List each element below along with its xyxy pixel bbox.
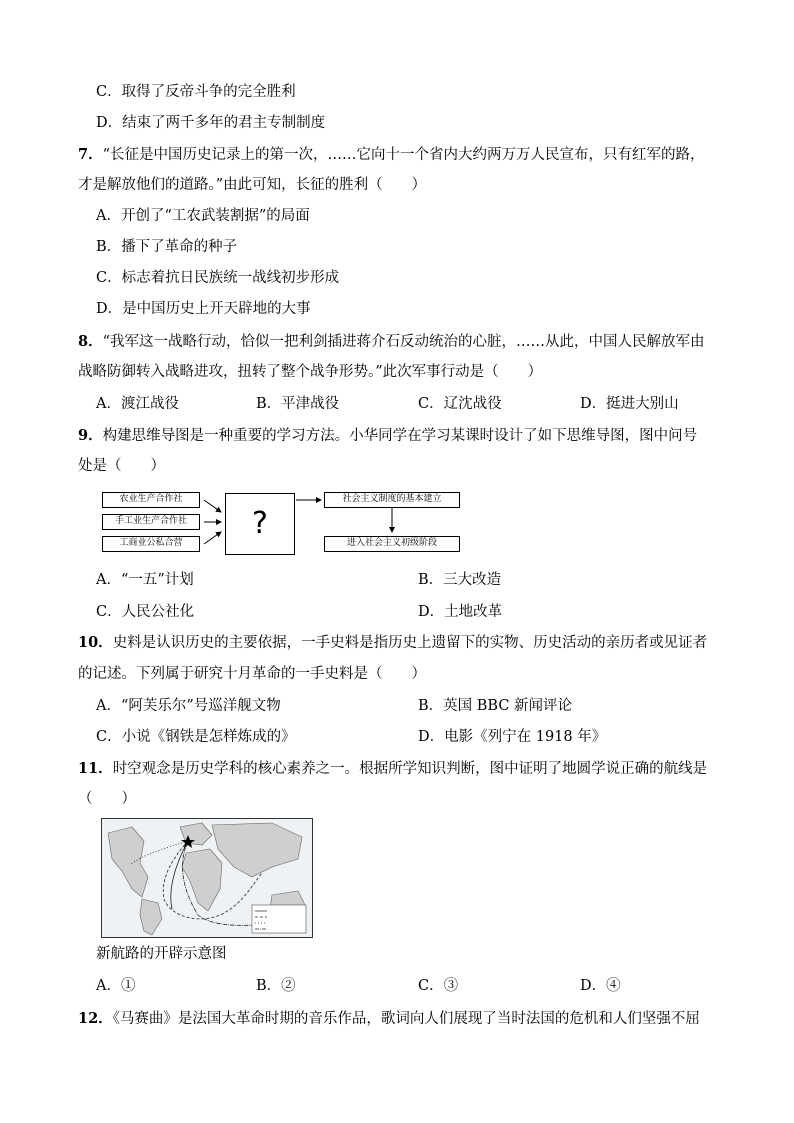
q10-option-b: B．英国 BBC 新闻评论 <box>418 698 573 714</box>
new-routes-map-image <box>101 818 313 938</box>
q11-option-b: B．② <box>256 978 296 994</box>
q7-option-a: A．开创了“工农武装割据”的局面 <box>96 208 310 224</box>
q7-number: 7． <box>78 146 103 163</box>
q11-stem-line1 <box>78 759 707 779</box>
mind-map-box-agriculture: 农业生产合作社 <box>102 492 200 508</box>
mind-map-box-handicraft: 手工业生产合作社 <box>102 514 200 530</box>
mind-map-question-box: ? <box>225 493 295 555</box>
q7-option-c: C．标志着抗日民族统一战线初步形成 <box>96 270 340 286</box>
q11-option-c: C．③ <box>418 978 459 994</box>
q9-stem-text1: 构建思维导图是一种重要的学习方法。小华同学在学习某课时设计了如下思维导图，图中问号 <box>102 428 698 444</box>
q8-number: 8． <box>78 333 103 350</box>
q11-stem-line2: （ ） <box>78 791 136 807</box>
q12-stem-text1: 《马赛曲》是法国大革命时期的音乐作品，歌词向人们展现了当时法国的危机和人们坚强不屈 <box>112 1011 700 1027</box>
q6-option-d: D．结束了两千多年的君主专制制度 <box>96 115 326 131</box>
q10-stem-line1 <box>78 633 707 653</box>
q9-option-a: A．“一五”计划 <box>96 572 194 588</box>
q8-stem-text1: “我军这一战略行动，恰似一把利剑插进蒋介石反动统治的心脏，……从此，中国人民解放军由 <box>102 334 705 350</box>
arrow-commerce <box>204 532 221 544</box>
q12-stem-line1 <box>78 1009 700 1029</box>
map-illustration <box>102 819 312 937</box>
q9-option-b: B．三大改造 <box>418 572 502 588</box>
q8-option-a: A．渡江战役 <box>96 396 179 412</box>
arrow-agriculture <box>204 500 221 512</box>
q8-option-d: D．挺进大别山 <box>580 396 679 412</box>
q8-option-c: C．辽沈战役 <box>418 396 502 412</box>
mind-map-box-primary-stage: 进入社会主义初级阶段 <box>324 536 460 552</box>
q11-option-a: A．① <box>96 978 136 994</box>
q11-stem-text1: 时空观念是历史学科的核心素养之一。根据所学知识判断，图中证明了地圆学说正确的航线是 <box>112 761 708 777</box>
q9-option-c: C．人民公社化 <box>96 604 195 620</box>
q7-option-d: D．是中国历史上开天辟地的大事 <box>96 301 311 317</box>
q10-option-d: D．电影《列宁在 1918 年》 <box>418 729 607 745</box>
q10-number: 10． <box>78 634 113 651</box>
q9-stem-line2: 处是（ ） <box>78 458 165 474</box>
mind-map-diagram <box>96 486 466 556</box>
mind-map-arrows <box>96 486 466 556</box>
q10-option-a: A．“阿芙乐尔”号巡洋舰文物 <box>96 698 281 714</box>
q8-stem-line2: 战略防御转入战略进攻，扭转了整个战争形势。”此次军事行动是（ ） <box>78 364 543 380</box>
q7-stem-line2: 才是解放他们的道路。”由此可知，长征的胜利（ ） <box>78 177 427 193</box>
q9-option-d: D．土地改革 <box>418 604 503 620</box>
q9-number: 9． <box>78 427 103 444</box>
q10-option-c: C．小说《钢铁是怎样炼成的》 <box>96 729 296 745</box>
q11-number: 11． <box>78 760 113 777</box>
q12-number: 12． <box>78 1010 113 1027</box>
mind-map-box-socialist-system: 社会主义制度的基本建立 <box>324 492 460 508</box>
q10-stem-line2: 的记述。下列属于研究十月革命的一手史料是（ ） <box>78 666 426 682</box>
q10-stem-text1: 史料是认识历史的主要依据，一手史料是指历史上遗留下的实物、历史活动的亲历者或见证者 <box>112 635 708 651</box>
q11-option-d: D．④ <box>580 978 621 994</box>
q7-stem-text1: “长征是中国历史记录上的第一次，……它向十一个省内大约两万万人民宣布，只有红军的路， <box>102 147 705 163</box>
q8-option-b: B．平津战役 <box>256 396 340 412</box>
map-caption: 新航路的开辟示意图 <box>96 946 227 962</box>
q9-stem-line1 <box>78 426 697 446</box>
mind-map-box-commerce: 工商业公私合营 <box>102 536 200 552</box>
q8-stem-line1 <box>78 332 705 352</box>
q7-stem-line1 <box>78 145 705 165</box>
q7-option-b: B．播下了革命的种子 <box>96 239 238 255</box>
q6-option-c: C．取得了反帝斗争的完全胜利 <box>96 84 296 100</box>
